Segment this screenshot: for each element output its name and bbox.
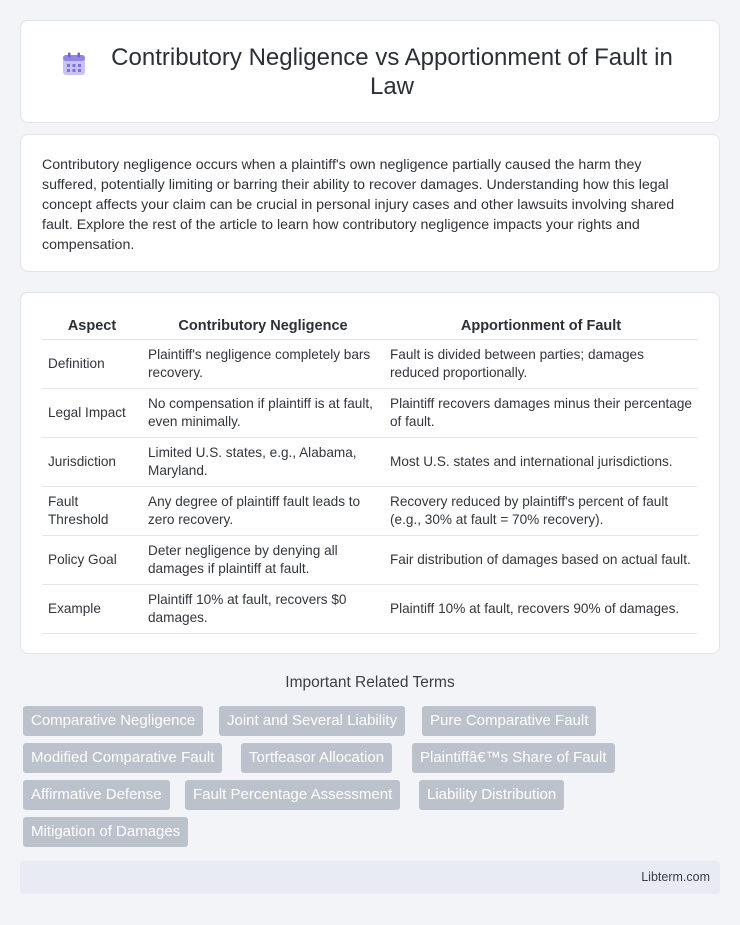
tag-pure-comparative-fault[interactable]: Pure Comparative Fault bbox=[422, 706, 596, 736]
row-aspect: Policy Goal bbox=[42, 535, 142, 584]
header-card bbox=[20, 20, 720, 123]
title-wrap bbox=[61, 43, 679, 101]
row-aspect: Fault Threshold bbox=[42, 486, 142, 535]
row-aspect: Legal Impact bbox=[42, 388, 142, 437]
intro-paragraph: Contributory negligence occurs when a plaintiff's own negligence partially caused the harm they suffered, potentially limiting or barring their ability to recover damages. Understanding how this legal concept affects your claim can be crucial in personal injury cases and other lawsuits involving shared fault. Explore the rest of the article to learn how contributory negligence impacts your rights and compensation. bbox=[42, 157, 675, 253]
row-apportionment: Plaintiff 10% at fault, recovers 90% of damages. bbox=[384, 584, 698, 633]
row-apportionment: Recovery reduced by plaintiff's percent of fault (e.g., 30% at fault = 70% recovery). bbox=[384, 486, 698, 535]
header-apportionment: Apportionment of Fault bbox=[384, 313, 698, 339]
row-aspect: Example bbox=[42, 584, 142, 633]
footer-site-link[interactable]: Libterm.com bbox=[641, 870, 710, 884]
related-terms-title: Important Related Terms bbox=[285, 674, 455, 691]
row-aspect: Jurisdiction bbox=[42, 437, 142, 486]
footer bbox=[20, 861, 720, 894]
table-row bbox=[42, 584, 698, 633]
intro-card bbox=[20, 134, 720, 272]
row-aspect: Definition bbox=[42, 339, 142, 388]
table-row bbox=[42, 437, 698, 486]
row-apportionment: Fault is divided between parties; damages reduced proportionally. bbox=[384, 339, 698, 388]
tag-fault-percentage-assessment[interactable]: Fault Percentage Assessment bbox=[185, 780, 400, 810]
row-apportionment: Most U.S. states and international jurisdictions. bbox=[384, 437, 698, 486]
header-aspect: Aspect bbox=[42, 313, 142, 339]
row-contributory: No compensation if plaintiff is at fault, even minimally. bbox=[142, 388, 384, 437]
tag-mitigation-of-damages[interactable]: Mitigation of Damages bbox=[23, 817, 188, 847]
table-row bbox=[42, 388, 698, 437]
comparison-table-card bbox=[20, 292, 720, 654]
header-contributory: Contributory Negligence bbox=[142, 313, 384, 339]
tag-joint-several-liability[interactable]: Joint and Several Liability bbox=[219, 706, 405, 736]
table-row bbox=[42, 486, 698, 535]
table-row bbox=[42, 535, 698, 584]
tag-tortfeasor-allocation[interactable]: Tortfeasor Allocation bbox=[241, 743, 392, 773]
row-contributory: Plaintiff's negligence completely bars recovery. bbox=[142, 339, 384, 388]
comparison-table bbox=[42, 313, 698, 634]
page-title: Contributory Negligence vs Apportionment of Fault in Law bbox=[111, 43, 673, 100]
tag-plaintiff-share-of-fault[interactable]: Plaintiffâ€™s Share of Fault bbox=[412, 743, 615, 773]
table-header-row bbox=[42, 313, 698, 339]
row-apportionment: Fair distribution of damages based on actual fault. bbox=[384, 535, 698, 584]
row-apportionment: Plaintiff recovers damages minus their percentage of fault. bbox=[384, 388, 698, 437]
tag-affirmative-defense[interactable]: Affirmative Defense bbox=[23, 780, 170, 810]
row-contributory: Limited U.S. states, e.g., Alabama, Maryland. bbox=[142, 437, 384, 486]
calendar-grid-icon bbox=[61, 51, 87, 77]
tag-modified-comparative-fault[interactable]: Modified Comparative Fault bbox=[23, 743, 222, 773]
row-contributory: Any degree of plaintiff fault leads to zero recovery. bbox=[142, 486, 384, 535]
tag-liability-distribution[interactable]: Liability Distribution bbox=[419, 780, 564, 810]
row-contributory: Plaintiff 10% at fault, recovers $0 damages. bbox=[142, 584, 384, 633]
table-row bbox=[42, 339, 698, 388]
tag-comparative-negligence[interactable]: Comparative Negligence bbox=[23, 706, 203, 736]
row-contributory: Deter negligence by denying all damages if plaintiff at fault. bbox=[142, 535, 384, 584]
